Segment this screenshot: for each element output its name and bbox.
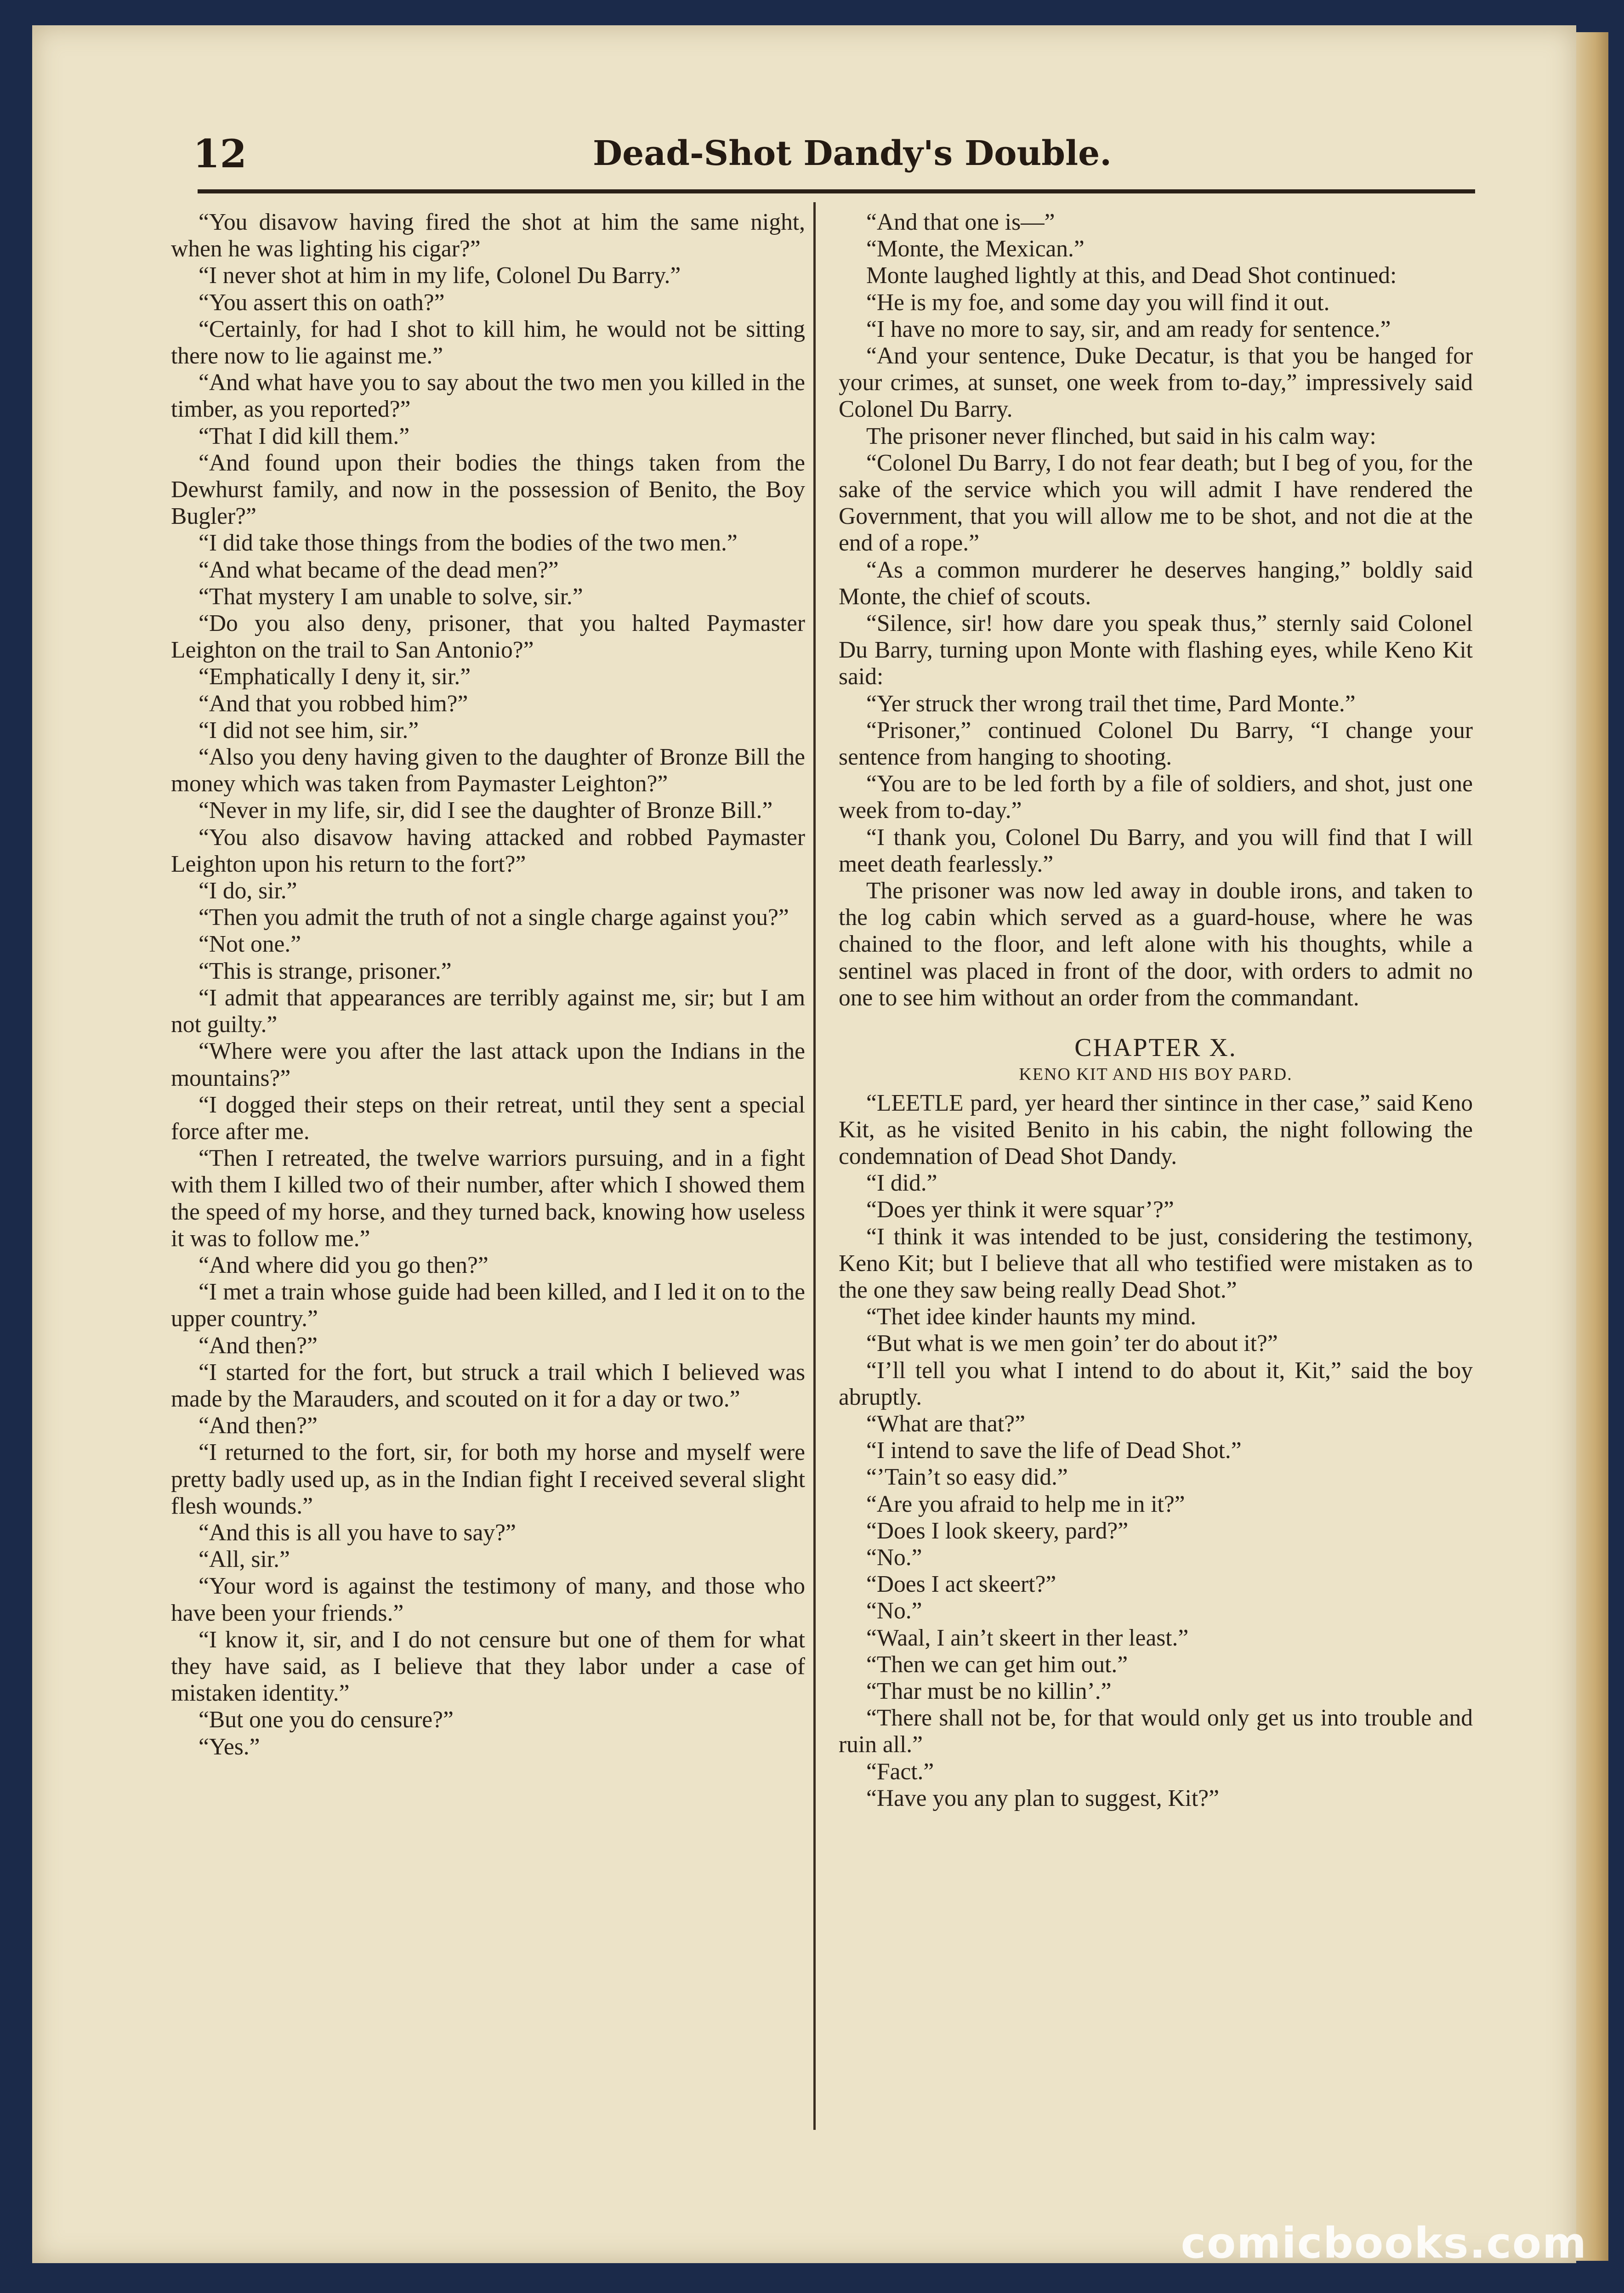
paragraph: “Silence, sir! how dare you speak thus,” sternly said Colonel Du Barry, turning upon Monte with flashing eyes, while Keno Kit said: bbox=[839, 610, 1473, 690]
paragraph: “Monte, the Mexican.” bbox=[866, 236, 1085, 262]
paragraph: “Certainly, for had I shot to kill him, he would not be sitting there now to lie against me.” bbox=[171, 316, 805, 369]
paragraph: “I know it, sir, and I do not censure but one of them for what they have said, as I believe that they labor under a case of mistaken identity.” bbox=[171, 1626, 805, 1707]
page-number: 12 bbox=[193, 131, 247, 176]
paragraph: “I intend to save the life of Dead Shot.” bbox=[866, 1437, 1242, 1464]
paragraph: “’Tain’t so easy did.” bbox=[866, 1464, 1068, 1491]
paragraph: “I admit that appearances are terribly against me, sir; but I am not guilty.” bbox=[171, 984, 805, 1038]
paragraph: “Emphatically I deny it, sir.” bbox=[199, 664, 471, 690]
paragraph: Monte laughed lightly at this, and Dead Shot continued: bbox=[866, 262, 1397, 289]
paragraph: “I’ll tell you what I intend to do about it, Kit,” said the boy abruptly. bbox=[839, 1357, 1473, 1410]
paragraph: “You assert this on oath?” bbox=[199, 289, 445, 316]
paragraph: “LEETLE pard, yer heard ther sintince in ther case,” said Keno Kit, as he visited Benito in his cabin, the night following the condemnation of Dead Shot Dandy. bbox=[839, 1090, 1473, 1169]
page-header bbox=[193, 131, 1480, 176]
paragraph: “I did take those things from the bodies of the two men.” bbox=[199, 530, 738, 556]
right-column bbox=[839, 209, 1473, 2139]
paragraph: “Yer struck ther wrong trail thet time, Pard Monte.” bbox=[866, 690, 1356, 717]
paragraph: The prisoner was now led away in double irons, and taken to the log cabin which served as a guard-house, where he was chained to the floor, and left alone with his thoughts, while a sentinel was placed in front of the door, with orders to admit no one to see him without an order from the commandant. bbox=[839, 878, 1473, 1011]
paragraph: “And your sentence, Duke Decatur, is that you be hanged for your crimes, at sunset, one week from to-day,” impressively said Colonel Du Barry. bbox=[839, 343, 1473, 423]
paragraph: “I thank you, Colonel Du Barry, and you will find that I will meet death fearlessly.” bbox=[839, 824, 1473, 877]
paragraph: “You also disavow having attacked and robbed Paymaster Leighton upon his return to the fort?” bbox=[171, 824, 805, 877]
paragraph: “Then we can get him out.” bbox=[866, 1651, 1128, 1678]
paragraph: “Also you deny having given to the daughter of Bronze Bill the money which was taken from Paymaster Leighton?” bbox=[171, 744, 805, 797]
paragraph: “There shall not be, for that would only get us into trouble and ruin all.” bbox=[839, 1705, 1473, 1758]
paragraph: “Prisoner,” continued Colonel Du Barry, “I change your sentence from hanging to shooting. bbox=[839, 717, 1473, 771]
next-page-edge bbox=[1576, 32, 1608, 2261]
paragraph: “Fact.” bbox=[866, 1758, 934, 1785]
watermark: comicbooks.com bbox=[1181, 2219, 1587, 2268]
paragraph: “And that you robbed him?” bbox=[199, 690, 468, 717]
paragraph: “I have no more to say, sir, and am ready for sentence.” bbox=[866, 316, 1391, 342]
paragraph: “And found upon their bodies the things taken from the Dewhurst family, and now in the possession of Benito, the Boy Bugler?” bbox=[171, 449, 805, 530]
paragraph: “Colonel Du Barry, I do not fear death; but I beg of you, for the sake of the service which you will admit I have rendered the Government, that you will allow me to be shot, and not die at the end of a rope.” bbox=[839, 449, 1473, 556]
paragraph: “No.” bbox=[866, 1598, 922, 1624]
paragraph: “Waal, I ain’t skeert in ther least.” bbox=[866, 1624, 1189, 1651]
paragraph: “Have you any plan to suggest, Kit?” bbox=[866, 1785, 1219, 1811]
paragraph: “This is strange, prisoner.” bbox=[199, 958, 452, 984]
paragraph: “I did.” bbox=[866, 1170, 937, 1197]
header-rule bbox=[198, 189, 1475, 193]
right-column-text-before-chapter bbox=[839, 209, 1473, 1011]
paragraph: “I think it was intended to be just, considering the testimony, Keno Kit; but I believe that all who testified were mistaken as to the one they saw being really Dead Shot.” bbox=[839, 1223, 1473, 1303]
paragraph: “I met a train whose guide had been killed, and I led it on to the upper country.” bbox=[171, 1279, 805, 1332]
paragraph: “Does I look skeery, pard?” bbox=[866, 1517, 1129, 1544]
paragraph: “And what have you to say about the two men you killed in the timber, as you reported?” bbox=[171, 369, 805, 423]
chapter-title: CHAPTER X. bbox=[1074, 1033, 1237, 1062]
paragraph: “And that one is—” bbox=[866, 209, 1055, 235]
paragraph: “That I did kill them.” bbox=[199, 423, 410, 449]
paragraph: “Thar must be no killin’.” bbox=[866, 1678, 1112, 1704]
paragraph: “Do you also deny, prisoner, that you halted Paymaster Leighton on the trail to San Antonio?” bbox=[171, 610, 805, 664]
paragraph: “I do, sir.” bbox=[199, 878, 297, 904]
paragraph: “What are that?” bbox=[866, 1410, 1025, 1437]
paragraph: “Not one.” bbox=[199, 931, 301, 958]
paragraph: “All, sir.” bbox=[199, 1546, 290, 1573]
paragraph: “Then I retreated, the twelve warriors pursuing, and in a fight with them I killed two of their number, after which I showed them the speed of my horse, and they turned back, knowing how useless it was to follow me.” bbox=[171, 1145, 805, 1252]
right-column-text-after-chapter bbox=[839, 1090, 1473, 1812]
paragraph: “I started for the fort, but struck a trail which I believed was made by the Marauders, and scouted on it for a day or two.” bbox=[171, 1359, 805, 1412]
paragraph: “And this is all you have to say?” bbox=[199, 1519, 516, 1546]
paragraph: “Does yer think it were squar’?” bbox=[866, 1197, 1174, 1223]
paragraph: “I dogged their steps on their retreat, until they sent a special force after me. bbox=[171, 1091, 805, 1145]
paragraph: “Never in my life, sir, did I see the daughter of Bronze Bill.” bbox=[199, 797, 773, 824]
running-title: Dead-Shot Dandy's Double. bbox=[593, 134, 1112, 173]
column-divider bbox=[813, 202, 816, 2130]
paragraph: The prisoner never flinched, but said in his calm way: bbox=[866, 423, 1376, 449]
paragraph: “I never shot at him in my life, Colonel Du Barry.” bbox=[199, 262, 681, 289]
paragraph: “Your word is against the testimony of many, and those who have been your friends.” bbox=[171, 1573, 805, 1626]
paragraph: “And where did you go then?” bbox=[199, 1252, 488, 1278]
left-column bbox=[171, 209, 805, 2139]
paragraph: “And then?” bbox=[199, 1332, 318, 1359]
paragraph: “And what became of the dead men?” bbox=[199, 556, 559, 583]
paragraph: “Does I act skeert?” bbox=[866, 1571, 1056, 1598]
paragraph: “Then you admit the truth of not a single charge against you?” bbox=[199, 904, 789, 931]
paragraph: “I did not see him, sir.” bbox=[199, 717, 419, 744]
paragraph: “That mystery I am unable to solve, sir.” bbox=[199, 583, 583, 610]
paragraph: “You are to be led forth by a file of soldiers, and shot, just one week from to-day.” bbox=[839, 771, 1473, 824]
paragraph: “You disavow having fired the shot at him the same night, when he was lighting his cigar?” bbox=[171, 209, 805, 262]
paragraph: “He is my foe, and some day you will find it out. bbox=[866, 289, 1330, 316]
paragraph: “No.” bbox=[866, 1544, 922, 1571]
paragraph: “But one you do censure?” bbox=[199, 1707, 454, 1733]
paragraph: “Where were you after the last attack upon the Indians in the mountains?” bbox=[171, 1038, 805, 1091]
paragraph: “Thet idee kinder haunts my mind. bbox=[866, 1304, 1196, 1330]
paragraph: “And then?” bbox=[199, 1413, 318, 1439]
paragraph: “Are you afraid to help me in it?” bbox=[866, 1491, 1185, 1517]
paragraph: “But what is we men goin’ ter do about it?” bbox=[866, 1330, 1278, 1357]
chapter-subtitle: KENO KIT AND HIS BOY PARD. bbox=[1019, 1065, 1293, 1084]
paragraph: “Yes.” bbox=[199, 1733, 260, 1760]
paragraph: “I returned to the fort, sir, for both my horse and myself were pretty badly used up, as in the Indian fight I received several slight flesh wounds.” bbox=[171, 1439, 805, 1519]
paragraph: “As a common murderer he deserves hanging,” boldly said Monte, the chief of scouts. bbox=[839, 556, 1473, 610]
